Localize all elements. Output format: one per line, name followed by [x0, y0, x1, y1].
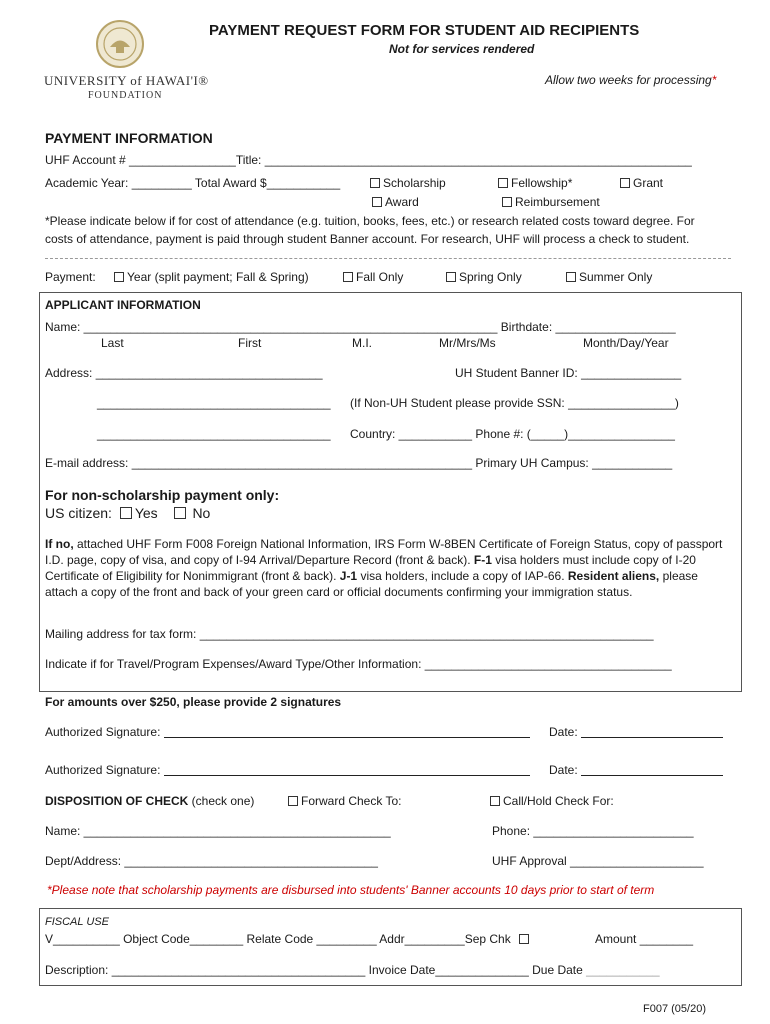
email-campus-line[interactable]: E-mail address: ___________________________________________________ Primary UH Campus: ____________: [45, 456, 673, 470]
name-first-caption: First: [238, 336, 262, 350]
sep-chk-checkbox[interactable]: [519, 934, 529, 944]
if-no-text-2: visa holders must include copy of I-20 Certificate of Eligibility for Nonimmigrant (front & back).: [45, 553, 696, 583]
authorized-signature-1[interactable]: [45, 725, 530, 739]
mailing-address-line[interactable]: Mailing address for tax form: ____________________________________________________________________: [45, 627, 654, 641]
summer-label: Summer Only: [579, 270, 653, 284]
if-no-text-4: please attach a copy of the front and back of your green card or official documents confirming your immigration status.: [45, 569, 698, 599]
divider: [45, 258, 731, 259]
attendance-note-line2: costs of attendance, payment is paid through student Banner account. For research, UHF will process a check to student.: [45, 232, 690, 246]
form-title: PAYMENT REQUEST FORM FOR STUDENT AID RECIPIENTS: [209, 22, 640, 39]
us-citizen-label: US citizen:: [45, 505, 112, 521]
award-checkbox[interactable]: [372, 197, 382, 207]
date-label-1: Date:: [549, 725, 578, 739]
logo-university-text: UNIVERSITY of HAWAI'I®: [44, 73, 209, 88]
disposition-phone-line[interactable]: Phone: ________________________: [492, 824, 694, 838]
country-phone-line[interactable]: Country: ___________ Phone #: (_____)________________: [350, 427, 675, 441]
grant-checkbox[interactable]: [620, 178, 630, 188]
birthdate-caption: Month/Day/Year: [583, 336, 669, 350]
date-field-1[interactable]: [581, 737, 723, 738]
disposition-heading-note: (check one): [188, 794, 255, 808]
citizen-no-checkbox[interactable]: [174, 507, 186, 519]
year-checkbox[interactable]: [114, 272, 124, 282]
applicant-info-heading: APPLICANT INFORMATION: [45, 298, 201, 312]
disposition-heading: DISPOSITION OF CHECK: [45, 794, 189, 808]
payment-summer-option[interactable]: [566, 270, 652, 284]
signature-date-2[interactable]: [549, 763, 723, 777]
if-no-text-1: attached UHF Form F008 Foreign National Information, IRS Form W-8BEN Certificate of Foreign Status, copy of passport I.D. page, copy of visa, and copy of I-94 Arrival/Departure Record (front & back).: [45, 537, 723, 567]
auth-signature-label-1: Authorized Signature:: [45, 725, 161, 739]
fiscal-codes-line[interactable]: [45, 932, 532, 946]
call-hold-label: Call/Hold Check For:: [503, 794, 614, 808]
ssn-line[interactable]: (If Non-UH Student please provide SSN: ________________): [350, 396, 679, 410]
if-no-text-3: visa holders, include a copy of IAP-66.: [357, 569, 568, 583]
scholarship-label: Scholarship: [383, 176, 446, 190]
name-line[interactable]: Name: ______________________________________________________________ Birthdate: __________________: [45, 320, 676, 334]
date-label-2: Date:: [549, 763, 578, 777]
scholarship-option[interactable]: [370, 176, 446, 190]
forward-check-checkbox[interactable]: [288, 796, 298, 806]
citizen-no-label: No: [192, 505, 211, 521]
reimbursement-label: Reimbursement: [515, 195, 600, 209]
dept-address-line[interactable]: Dept/Address: ______________________________________: [45, 854, 378, 868]
call-hold-option[interactable]: [490, 794, 614, 808]
form-subtitle: Not for services rendered: [389, 42, 535, 56]
fall-label: Fall Only: [356, 270, 404, 284]
forward-check-label: Forward Check To:: [301, 794, 402, 808]
academic-year-line[interactable]: Academic Year: _________ Total Award $___________: [45, 176, 341, 190]
form-number: F007 (05/20): [643, 1003, 706, 1015]
forward-check-option[interactable]: [288, 794, 401, 808]
scholarship-disbursement-note: *Please note that scholarship payments are disbursed into students' Banner accounts 10 days prior to start of term: [47, 883, 655, 897]
processing-star: *: [711, 73, 717, 87]
processing-note: [545, 73, 716, 87]
j1-bold: J-1: [339, 569, 358, 583]
date-field-2[interactable]: [581, 775, 723, 776]
attendance-note-line1: *Please indicate below if for cost of attendance (e.g. tuition, books, fees, etc.) or research related costs toward degree. For: [45, 214, 695, 228]
fellowship-option[interactable]: [498, 176, 572, 190]
disposition-heading-row: [45, 794, 254, 808]
logo-foundation-text: FOUNDATION: [88, 90, 163, 101]
address-line-3[interactable]: ___________________________________: [97, 427, 331, 441]
processing-text: Allow two weeks for processing: [545, 73, 712, 87]
fellowship-label: Fellowship*: [511, 176, 573, 190]
address-line-2[interactable]: ___________________________________: [97, 396, 331, 410]
fiscal-use-heading: FISCAL USE: [45, 916, 109, 928]
payment-spring-option[interactable]: [446, 270, 522, 284]
award-label: Award: [385, 195, 419, 209]
banner-id-line[interactable]: UH Student Banner ID: _______________: [455, 366, 682, 380]
us-citizen-row: [45, 505, 210, 521]
payment-info-heading: PAYMENT INFORMATION: [45, 130, 213, 146]
due-date-blank[interactable]: ___________: [586, 963, 660, 977]
reimbursement-checkbox[interactable]: [502, 197, 512, 207]
signatures-heading: For amounts over $250, please provide 2 signatures: [45, 695, 342, 709]
auth-signature-label-2: Authorized Signature:: [45, 763, 161, 777]
award-option[interactable]: [372, 195, 419, 209]
name-last-caption: Last: [101, 336, 124, 350]
nonscholarship-heading: For non-scholarship payment only:: [45, 487, 280, 503]
fall-checkbox[interactable]: [343, 272, 353, 282]
uhf-approval-line[interactable]: UHF Approval ____________________: [492, 854, 704, 868]
name-mi-caption: M.I.: [352, 336, 372, 350]
if-no-bold: If no,: [45, 537, 74, 551]
citizen-yes-checkbox[interactable]: [120, 507, 132, 519]
citizen-yes-option[interactable]: [120, 505, 158, 521]
name-title-caption: Mr/Mrs/Ms: [439, 336, 496, 350]
summer-checkbox[interactable]: [566, 272, 576, 282]
payment-label: Payment:: [45, 270, 96, 284]
scholarship-checkbox[interactable]: [370, 178, 380, 188]
auth-signature-field-1[interactable]: [164, 737, 530, 738]
resident-bold: Resident aliens,: [567, 569, 660, 583]
address-line[interactable]: Address: __________________________________: [45, 366, 323, 380]
fiscal-codes-text: V__________ Object Code________ Relate Code _________ Addr_________Sep Chk: [45, 932, 511, 946]
travel-info-line[interactable]: Indicate if for Travel/Program Expenses/Award Type/Other Information: _____________________________________: [45, 657, 672, 671]
fiscal-amount-line[interactable]: Amount ________: [595, 932, 694, 946]
authorized-signature-2[interactable]: [45, 763, 530, 777]
disposition-name-line[interactable]: Name: ______________________________________________: [45, 824, 391, 838]
uhf-account-line[interactable]: UHF Account # ________________Title: ________________________________________________________________: [45, 153, 692, 167]
year-label: Year (split payment; Fall & Spring): [127, 270, 309, 284]
citizen-yes-label: Yes: [134, 505, 158, 521]
auth-signature-field-2[interactable]: [164, 775, 530, 776]
grant-label: Grant: [633, 176, 664, 190]
spring-checkbox[interactable]: [446, 272, 456, 282]
fellowship-checkbox[interactable]: [498, 178, 508, 188]
signature-date-1[interactable]: [549, 725, 723, 739]
fiscal-description-text: Description: ______________________________________ Invoice Date______________ Due Date: [45, 963, 583, 977]
payment-fall-option[interactable]: [343, 270, 403, 284]
spring-label: Spring Only: [459, 270, 522, 284]
reimbursement-option[interactable]: [502, 195, 600, 209]
call-hold-checkbox[interactable]: [490, 796, 500, 806]
citizen-no-option[interactable]: [174, 505, 211, 521]
payment-year-option[interactable]: [114, 270, 309, 284]
university-seal-icon: [96, 20, 144, 68]
foreign-national-instructions: [45, 536, 725, 600]
fiscal-description-line[interactable]: [45, 963, 660, 977]
grant-option[interactable]: [620, 176, 663, 190]
logo: [44, 20, 209, 104]
f1-bold: F-1: [473, 553, 492, 567]
